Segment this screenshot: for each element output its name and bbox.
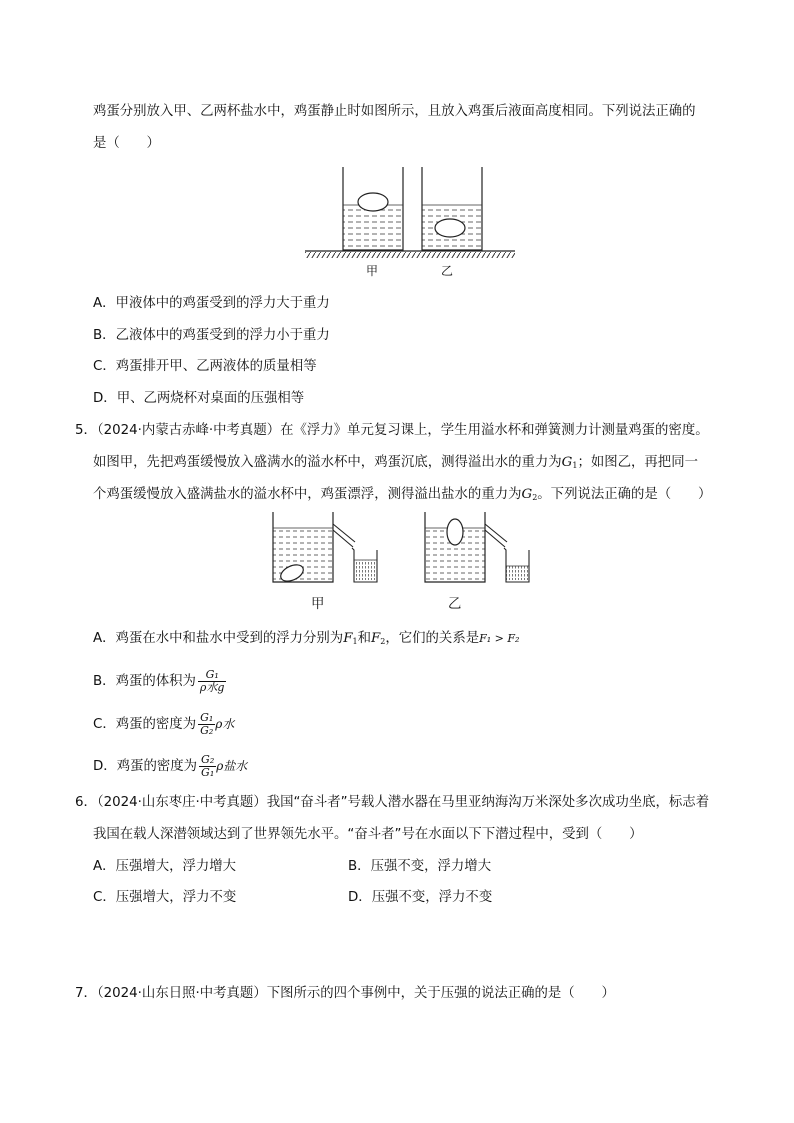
q5-option-d (93, 752, 247, 781)
q4-option-c: C．鸡蛋排开甲、乙两液体的质量相等 (93, 359, 317, 374)
q5-option-a-f1: $F_1$ (343, 631, 358, 646)
q5-stem-line3-text-b: 。下列说法正确的是（ ） (537, 487, 712, 502)
q5-option-a-relation: F₁ > F₂ (479, 632, 520, 645)
q5-option-a (93, 630, 519, 651)
q5-option-c (93, 710, 234, 739)
q5-option-c-rho: ρ水 (215, 717, 235, 731)
q5-option-a-and: 和 (357, 631, 371, 646)
q5-option-c-text: C．鸡蛋的密度为 (93, 717, 197, 732)
q5-fig-label-left: 甲 (311, 597, 325, 612)
q4-fig-label-left: 甲 (366, 264, 379, 278)
q5-stem-line1: 5．（2024·内蒙古赤峰·中考真题）在《浮力》单元复习课上，学生用溢水杯和弹簧测力计测量鸡蛋的密度。 (75, 423, 709, 438)
q5-stem-line3-text-a: 个鸡蛋缓慢放入盛满盐水的溢水杯中，鸡蛋漂浮，测得溢出盐水的重力为 (93, 487, 522, 502)
q4-option-d: D．甲、乙两烧杯对桌面的压强相等 (93, 391, 305, 406)
q5-figure-overflow-cups (265, 510, 535, 590)
q4-option-b: B．乙液体中的鸡蛋受到的浮力小于重力 (93, 328, 330, 343)
q5-option-c-fraction: $\frac{\text{G₁}}{\text{G₂}}$ (200, 710, 214, 737)
q5-option-b (93, 668, 226, 696)
q5-stem-line3 (93, 486, 711, 507)
q4-stem-line1: 鸡蛋分别放入甲、乙两杯盐水中，鸡蛋静止时如图所示，且放入鸡蛋后液面高度相同。下列说法正确的 (93, 104, 696, 119)
q5-option-d-rho: ρ盐水 (216, 759, 248, 773)
q6-stem-line1: 6．（2024·山东枣庄·中考真题）我国“奋斗者”号载人潜水器在马里亚纳海沟万米深处多次成功坐底，标志着 (75, 795, 710, 810)
q4-fig-label-right: 乙 (441, 264, 454, 278)
q5-option-a-text: A．鸡蛋在水中和盐水中受到的浮力分别为 (93, 631, 344, 646)
q4-figure-beakers (300, 165, 520, 275)
q5-stem-line2-text-a: 如图甲，先把鸡蛋缓慢放入盛满水的溢水杯中，鸡蛋沉底，测得溢出水的重力为 (93, 455, 562, 470)
q5-option-d-text: D．鸡蛋的密度为 (93, 759, 198, 774)
q5-fig-label-right: 乙 (448, 597, 462, 612)
q6-option-c: C．压强增大，浮力不变 (93, 890, 237, 905)
q5-option-a-text-b: ，它们的关系是 (385, 631, 480, 646)
q5-stem-line2-text-b: ；如图乙，再把同一 (577, 455, 698, 470)
q5-option-a-f2: $F_2$ (370, 631, 386, 646)
q6-option-a: A．压强增大，浮力增大 (93, 859, 237, 874)
q6-stem-line2: 我国在载人深潜领域达到了世界领先水平。“奋斗者”号在水面以下下潜过程中，受到（ ） (93, 827, 643, 842)
q7-stem-line1: 7．（2024·山东日照·中考真题）下图所示的四个事例中，关于压强的说法正确的是（ ） (75, 986, 615, 1001)
q4-option-a: A．甲液体中的鸡蛋受到的浮力大于重力 (93, 296, 330, 311)
q5-stem-line3-g2: $G_2$ (521, 487, 538, 502)
q5-stem-line2 (93, 454, 698, 475)
q6-option-d: D．压强不变，浮力不变 (348, 890, 493, 905)
q5-option-d-fraction: $\frac{\text{G₂}}{\text{G₁}}$ (201, 752, 215, 779)
q5-option-b-text: B．鸡蛋的体积为 (93, 674, 196, 689)
q5-stem-line2-g1: $G_1$ (561, 455, 578, 470)
q5-option-b-fraction: $\frac{\text{G₁}}{\text{ρ水g}}$ (199, 667, 225, 694)
q6-option-b: B．压强不变，浮力增大 (348, 859, 492, 874)
q4-stem-line2: 是（ ） (93, 136, 160, 151)
